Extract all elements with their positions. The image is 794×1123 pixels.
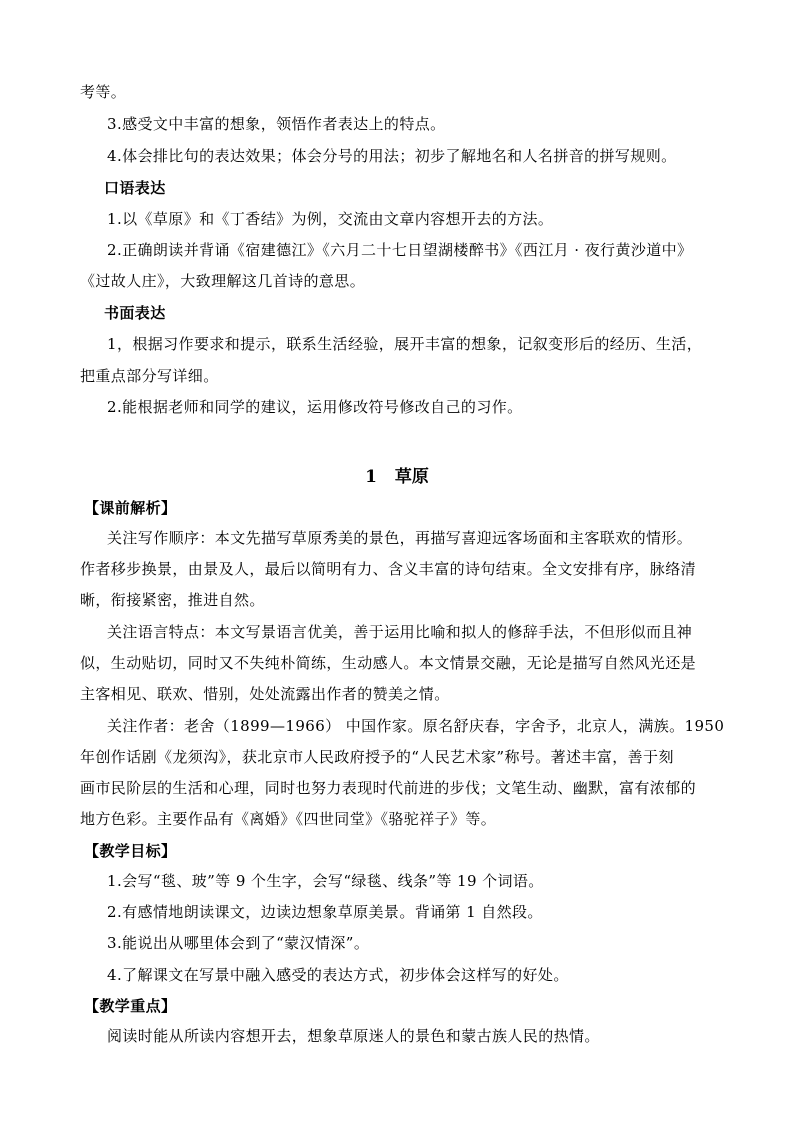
lesson-title	[0, 466, 794, 488]
analysis-p1-line-3: 晰，衔接紧密，推进自然。	[80, 591, 265, 609]
analysis-p3-line-2: 年创作话剧《龙须沟》，获北京市人民政府授予的“人民艺术家”称号。著述丰富，善于刻	[80, 748, 674, 766]
objective-item-1: 1.会写“毯、玻”等 9 个生字，会写“绿毯、线条”等 19 个词语。	[107, 872, 544, 890]
objective-item-3: 3.能说出从哪里体会到了“蒙汉情深”。	[107, 934, 370, 952]
written-expression-heading: 书面表达	[104, 304, 166, 322]
oral-item-2-line-2: 《过故人庄》，大致理解这几首诗的意思。	[80, 272, 366, 290]
keypoint-item-1: 阅读时能从所读内容想开去，想象草原迷人的景色和蒙古族人民的热情。	[107, 1027, 600, 1045]
objective-item-2: 2.有感情地朗读课文，边读边想象草原美景。背诵第 1 自然段。	[107, 903, 543, 921]
goal-item-3: 3.感受文中丰富的想象，领悟作者表达上的特点。	[107, 115, 446, 133]
oral-item-2-line-1: 2.正确朗读并背诵《宿建德江》《六月二十七日望湖楼醉书》《西江月 · 夜行黄沙道中》	[107, 241, 693, 259]
keypoints-heading: 【教学重点】	[84, 997, 177, 1015]
analysis-p3-line-4: 地方色彩。主要作品有《离婚》《四世同堂》《骆驼祥子》等。	[80, 810, 497, 828]
goal-item-4: 4.体会排比句的表达效果；体会分号的用法；初步了解地名和人名拼音的拼写规则。	[107, 147, 677, 165]
oral-item-1: 1.以《草原》和《丁香结》为例，交流由文章内容想开去的方法。	[107, 210, 554, 228]
oral-expression-heading: 口语表达	[104, 179, 166, 197]
analysis-p1-line-1: 关注写作顺序：本文先描写草原秀美的景色，再描写喜迎远客场面和主客联欢的情形。	[107, 529, 693, 547]
written-item-1-line-1: 1，根据习作要求和提示，联系生活经验，展开丰富的想象，记叙变形后的经历、生活，	[107, 335, 703, 353]
written-item-1-line-2: 把重点部分写详细。	[80, 367, 219, 385]
lesson-number: 1	[365, 467, 377, 487]
written-item-2: 2.能根据老师和同学的建议，运用修改符号修改自己的习作。	[107, 398, 523, 416]
analysis-p3-line-3: 画市民阶层的生活和心理，同时也努力表现时代前进的步伐；文笔生动、幽默，富有浓郁的	[80, 779, 697, 797]
objectives-heading: 【教学目标】	[84, 842, 177, 860]
analysis-p3-line-1: 关注作者：老舍（1899—1966） 中国作家。原名舒庆春，字舍予，北京人，满族。1950	[107, 717, 725, 735]
goals-line-continued: 考等。	[80, 83, 127, 101]
analysis-p1-line-2: 作者移步换景，由景及人，最后以简明有力、含义丰富的诗句结束。全文安排有序，脉络清	[80, 560, 697, 578]
analysis-p2-line-2: 似，生动贴切，同时又不失纯朴简练，生动感人。本文情景交融，无论是描写自然风光还是	[80, 654, 697, 672]
analysis-p2-line-1: 关注语言特点：本文写景语言优美，善于运用比喻和拟人的修辞手法，不但形似而且神	[107, 623, 693, 641]
lesson-title-text: 草原	[394, 467, 429, 487]
analysis-p2-line-3: 主客相见、联欢、惜别，处处流露出作者的赞美之情。	[80, 685, 450, 703]
objective-item-4: 4.了解课文在写景中融入感受的表达方式，初步体会这样写的好处。	[107, 966, 569, 984]
analysis-heading: 【课前解析】	[84, 499, 177, 517]
